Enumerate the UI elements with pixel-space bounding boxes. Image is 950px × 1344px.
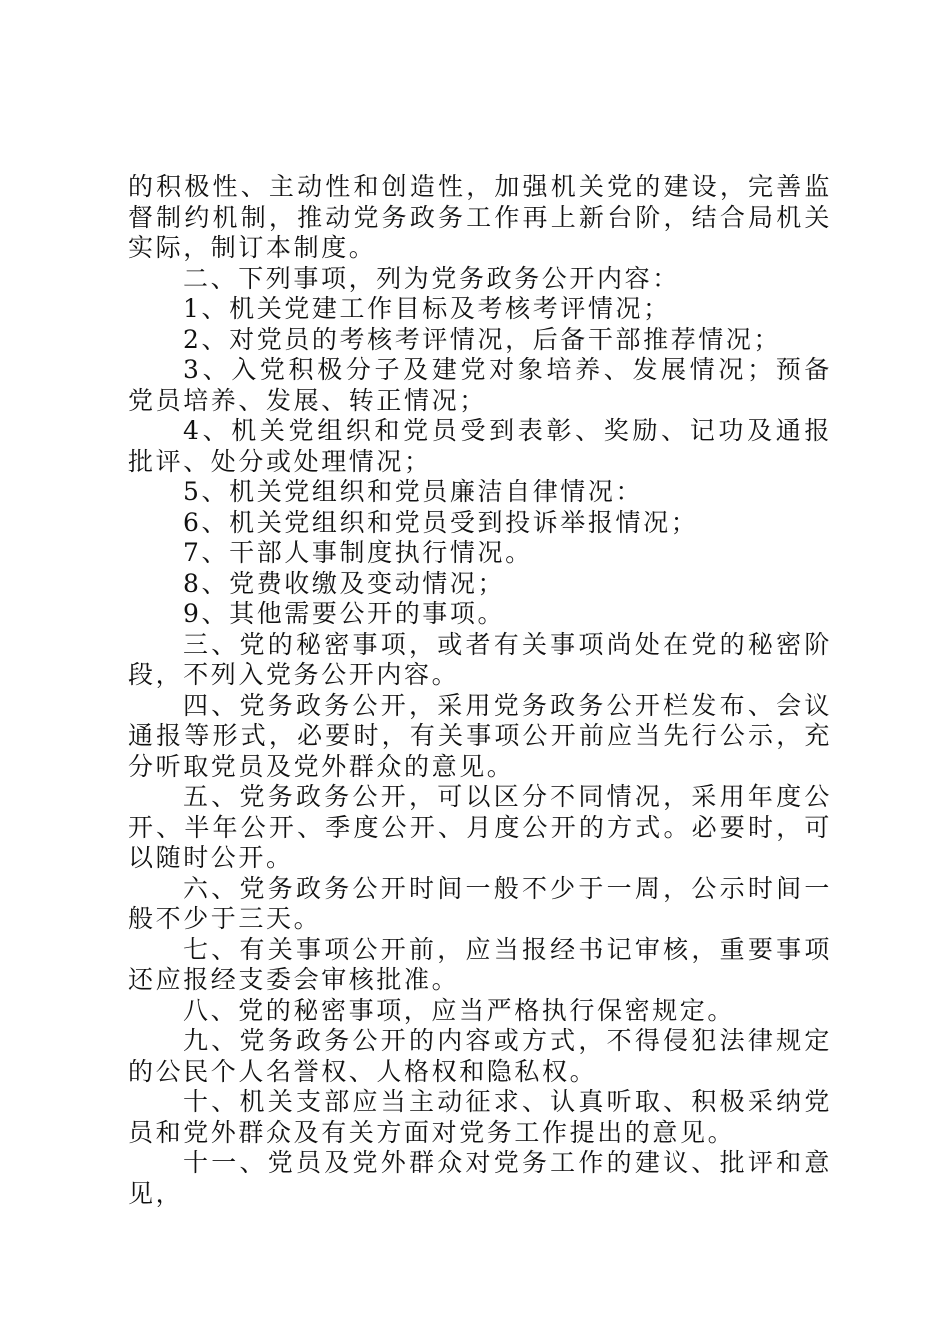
document-paragraph: 3、入党积极分子及建党对象培养、发展情况；预备党员培养、发展、转正情况； xyxy=(128,355,832,415)
document-paragraph: 二、下列事项，列为党务政务公开内容： xyxy=(183,263,680,293)
document-paragraph: 七、有关事项公开前，应当报经书记审核，重要事项还应报经支委会审核批准。 xyxy=(128,934,832,994)
document-paragraph: 四、党务政务公开，采用党务政务公开栏发布、会议通报等形式，必要时，有关事项公开前应当先行公示，充分听取党员及党外群众的意见。 xyxy=(128,690,832,781)
document-paragraph: 十一、党员及党外群众对党务工作的建议、批评和意见， xyxy=(128,1148,832,1208)
document-paragraph: 9、其他需要公开的事项。 xyxy=(183,599,506,628)
document-paragraph: 六、党务政务公开时间一般不少于一周，公示时间一般不少于三天。 xyxy=(128,873,832,933)
document-paragraph: 九、党务政务公开的内容或方式，不得侵犯法律规定的公民个人名誉权、人格权和隐私权。 xyxy=(128,1026,832,1086)
document-paragraph: 五、党务政务公开，可以区分不同情况，采用年度公开、半年公开、季度公开、月度公开的方式。必要时，可以随时公开。 xyxy=(128,782,832,872)
document-paragraph: 1、机关党建工作目标及考核考评情况； xyxy=(183,294,671,323)
document-paragraph: 2、对党员的考核考评情况，后备干部推荐情况； xyxy=(183,324,782,354)
document-paragraph: 5、机关党组织和党员廉洁自律情况： xyxy=(183,477,644,506)
document-body xyxy=(128,172,832,1209)
document-paragraph: 三、党的秘密事项，或者有关事项尚处在党的秘密阶段，不列入党务公开内容。 xyxy=(128,629,832,689)
document-paragraph: 十、机关支部应当主动征求、认真听取、积极采纳党员和党外群众及有关方面对党务工作提出的意见。 xyxy=(128,1087,832,1147)
document-paragraph: 7、干部人事制度执行情况。 xyxy=(183,538,533,567)
document-paragraph: 6、机关党组织和党员受到投诉举报情况； xyxy=(183,507,699,537)
document-paragraph: 4、机关党组织和党员受到表彰、奖励、记功及通报批评、处分或处理情况； xyxy=(128,416,832,476)
document-paragraph: 八、党的秘密事项，应当严格执行保密规定。 xyxy=(183,995,736,1025)
document-paragraph: 的积极性、主动性和创造性，加强机关党的建设，完善监督制约机制，推动党务政务工作再上新台阶，结合局机关实际，制订本制度。 xyxy=(128,172,832,262)
document-paragraph: 8、党费收缴及变动情况； xyxy=(183,568,506,598)
